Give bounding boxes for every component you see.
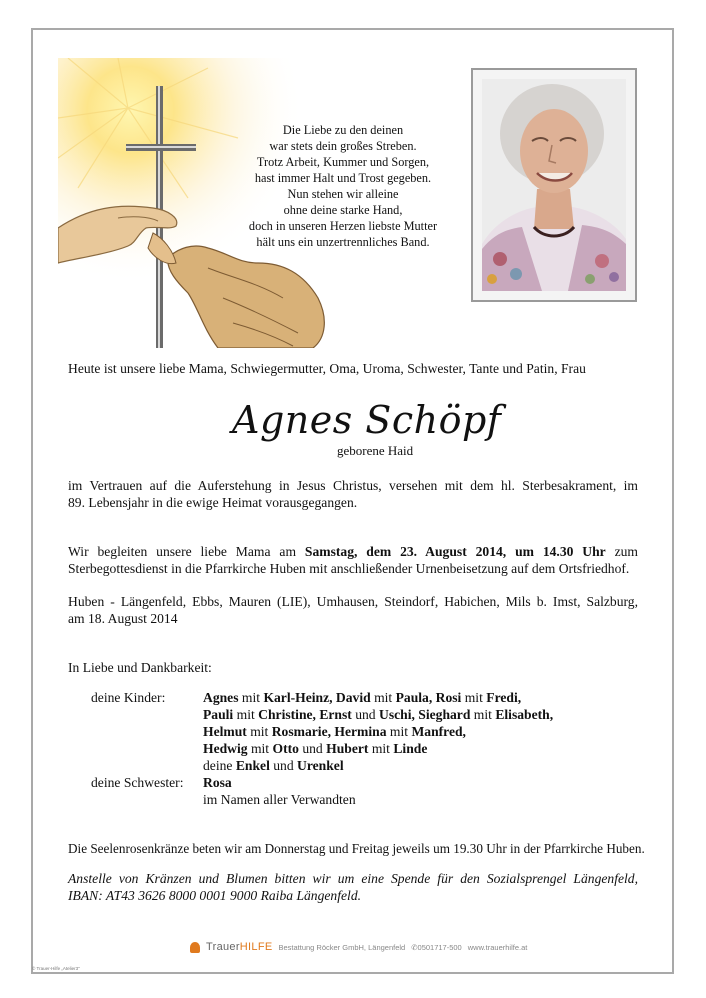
family-name: Hubert bbox=[326, 741, 369, 756]
poem-line: doch in unseren Herzen liebste Mutter bbox=[248, 219, 438, 233]
family-name: Agnes bbox=[203, 690, 239, 705]
family-connector: mit bbox=[246, 724, 272, 739]
family-connector: mit bbox=[386, 724, 412, 739]
donation-notice bbox=[68, 870, 638, 904]
poem-line: war stets dein großes Streben. bbox=[269, 139, 417, 153]
family-connector: mit bbox=[461, 690, 487, 705]
family-name: Urenkel bbox=[297, 758, 344, 773]
portrait-photo bbox=[482, 79, 626, 291]
family-name: Otto bbox=[272, 741, 299, 756]
paragraph-line: IBAN: AT43 3626 8000 0001 9000 Raiba Längenfeld. bbox=[68, 888, 362, 903]
paragraph-line: im Vertrauen auf die Auferstehung in Jesus Christus, versehen mit dem hl. Sterbesakrament, im bbox=[68, 478, 638, 493]
maiden-name: geborene Haid bbox=[337, 443, 414, 458]
family-connector: und bbox=[269, 758, 298, 773]
rosary-notice: Die Seelenrosenkränze beten wir am Donnerstag und Freitag jeweils um 19.30 Uhr in der Pfarrkirche Huben. bbox=[68, 841, 645, 856]
family-line bbox=[203, 791, 356, 808]
paragraph-line: 89. Lebensjahr in die ewige Heimat vorausgegangen. bbox=[68, 495, 358, 510]
family-connector: und bbox=[351, 707, 379, 722]
text-span: zum bbox=[605, 544, 638, 559]
poem-line: Nun stehen wir alleine bbox=[287, 187, 399, 201]
family-name: Manfred, bbox=[411, 724, 466, 739]
family-name: Paula, Rosi bbox=[395, 690, 462, 705]
family-line bbox=[203, 723, 553, 740]
sister-list bbox=[203, 774, 356, 808]
portrait-frame bbox=[471, 68, 637, 302]
family-name: Rosmarie, Hermina bbox=[271, 724, 387, 739]
trauerhilfe-logo-icon bbox=[190, 942, 200, 953]
family-line bbox=[203, 757, 553, 774]
family-connector: mit bbox=[238, 690, 264, 705]
family-connector: deine bbox=[203, 758, 236, 773]
intro-line: Heute ist unsere liebe Mama, Schwiegermutter, Oma, Uroma, Schwester, Tante und Patin, Frau bbox=[68, 361, 586, 376]
paragraph-service bbox=[68, 543, 638, 577]
paragraph-line: Huben - Längenfeld, Ebbs, Mauren (LIE), Umhausen, Steindorf, Habichen, Mils b. Imst, Salzburg, bbox=[68, 594, 638, 609]
family-connector: mit bbox=[368, 741, 394, 756]
family-name: Helmut bbox=[203, 724, 247, 739]
family-line bbox=[203, 689, 553, 706]
family-connector: mit bbox=[233, 707, 259, 722]
family-line bbox=[203, 706, 553, 723]
children-label: deine Kinder: bbox=[91, 690, 166, 705]
company-name: Bestattung Röcker GmbH, Längenfeld bbox=[278, 942, 406, 952]
love-heading: In Liebe und Dankbarkeit: bbox=[68, 660, 212, 675]
poem-line: ohne deine starke Hand, bbox=[283, 203, 403, 217]
sister-label: deine Schwester: bbox=[91, 775, 184, 790]
family-connector: mit bbox=[247, 741, 273, 756]
copyright-note: © Trauer-Hilfe „Atelier3" bbox=[32, 966, 80, 971]
family-name: Karl-Heinz, David bbox=[263, 690, 371, 705]
website-link[interactable]: www.trauerhilfe.at bbox=[467, 942, 528, 952]
family-line bbox=[203, 774, 356, 791]
poem-line: Trotz Arbeit, Kummer und Sorgen, bbox=[256, 155, 430, 169]
family-name: Christine, Ernst bbox=[258, 707, 352, 722]
footer bbox=[190, 941, 527, 953]
family-name: Rosa bbox=[203, 775, 232, 790]
family-connector: im Namen aller Verwandten bbox=[203, 792, 356, 807]
paragraph-line: Sterbegottesdienst in die Pfarrkirche Huben mit anschließender Urnenbeisetzung auf dem Ortsfriedhof. bbox=[68, 561, 630, 576]
deceased-name: Agnes Schöpf bbox=[232, 398, 502, 442]
family-name: Elisabeth, bbox=[495, 707, 554, 722]
brand-part: Trauer bbox=[206, 941, 240, 953]
family-connector: mit bbox=[470, 707, 496, 722]
brand-name bbox=[206, 941, 272, 953]
paragraph-places bbox=[68, 593, 638, 627]
paragraph-line: Anstelle von Kränzen und Blumen bitten wir um eine Spende für den Sozialsprengel Längenfeld, bbox=[68, 871, 638, 886]
family-name: Pauli bbox=[203, 707, 234, 722]
family-name: Linde bbox=[393, 741, 428, 756]
children-list bbox=[203, 689, 553, 774]
family-line bbox=[203, 740, 553, 757]
paragraph-passing bbox=[68, 477, 638, 511]
family-name: Fredi, bbox=[486, 690, 522, 705]
paragraph-line bbox=[68, 543, 638, 560]
poem-line: hast immer Halt und Trost gegeben. bbox=[254, 171, 432, 185]
poem bbox=[238, 122, 448, 250]
family-connector: mit bbox=[370, 690, 396, 705]
paragraph-line: am 18. August 2014 bbox=[68, 611, 178, 626]
poem-line: hält uns ein unzertrennliches Band. bbox=[256, 235, 430, 249]
poem-line: Die Liebe zu den deinen bbox=[282, 123, 404, 137]
service-date: Samstag, dem 23. August 2014, um 14.30 Uhr bbox=[304, 544, 606, 559]
brand-part: HILFE bbox=[239, 941, 273, 953]
phone-number: ✆0501717-500 bbox=[411, 942, 462, 952]
family-name: Enkel bbox=[235, 758, 270, 773]
family-name: Uschi, Sieghard bbox=[379, 707, 471, 722]
family-connector: und bbox=[298, 741, 327, 756]
family-name: Hedwig bbox=[203, 741, 248, 756]
text-span: Wir begleiten unsere liebe Mama am bbox=[68, 544, 305, 559]
